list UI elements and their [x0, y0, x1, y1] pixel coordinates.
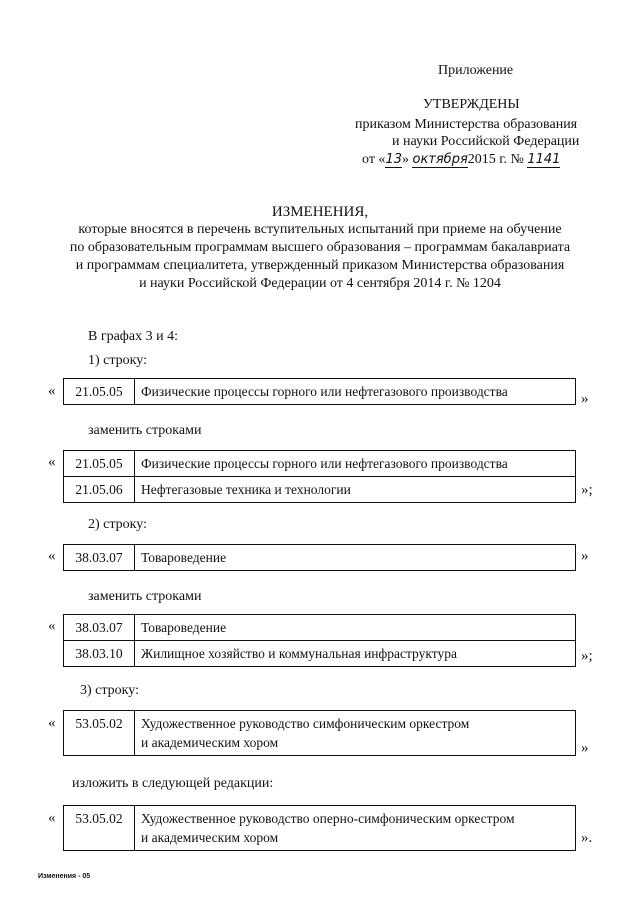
table-3 — [63, 544, 576, 571]
title-line-2: по образовательным программам высшего образования – программам бакалавриата — [69, 240, 571, 255]
table-row — [64, 615, 576, 641]
open-quote: « — [48, 383, 56, 399]
item-1-label: 1) строку: — [88, 353, 147, 368]
title-line-4: и науки Российской Федерации от 4 сентября 2014 г. № 1204 — [139, 276, 501, 291]
row-name — [135, 711, 576, 756]
close-quote-semicolon: »; — [581, 482, 593, 498]
order-line-2: и науки Российской Федерации — [392, 134, 580, 149]
close-quote: » — [581, 548, 589, 564]
date-mid: » — [401, 152, 409, 167]
open-quote: « — [48, 618, 56, 634]
title-line-1: которые вносятся в перечень вступительных испытаний при приеме на обучение — [78, 222, 562, 237]
open-quote: « — [48, 548, 56, 564]
row-name-line-2: и академическим хором — [141, 735, 279, 750]
table-row — [64, 545, 576, 571]
table-4 — [63, 614, 576, 667]
row-name: Физические процессы горного или нефтегазового производства — [135, 451, 576, 477]
table-row — [64, 451, 576, 477]
document-heading: ИЗМЕНЕНИЯ, — [271, 204, 369, 220]
close-quote-period: ». — [581, 830, 593, 846]
row-name-line-2: и академическим хором — [141, 830, 279, 845]
table-5 — [63, 710, 576, 756]
row-code: 21.05.05 — [64, 379, 135, 405]
open-quote: « — [48, 454, 56, 470]
table-6 — [63, 805, 576, 851]
table-2 — [63, 450, 576, 503]
replace-text-2: заменить строками — [88, 589, 202, 604]
order-date-line — [362, 152, 560, 168]
row-code: 21.05.06 — [64, 477, 135, 503]
row-name-line-1: Художественное руководство оперно-симфоническим оркестром — [141, 811, 515, 826]
row-code: 38.03.10 — [64, 641, 135, 667]
row-code: 53.05.02 — [64, 806, 135, 851]
close-quote: » — [581, 391, 589, 407]
replace-text-1: заменить строками — [88, 423, 202, 438]
table-row — [64, 477, 576, 503]
open-quote: « — [48, 810, 56, 826]
row-name: Жилищное хозяйство и коммунальная инфраструктура — [135, 641, 576, 667]
table-row — [64, 641, 576, 667]
approved-label: УТВЕРЖДЕНЫ — [423, 97, 520, 112]
row-name-line-1: Художественное руководство симфоническим оркестром — [141, 716, 470, 731]
close-quote-semicolon: »; — [581, 648, 593, 664]
row-name — [135, 806, 576, 851]
order-number: 1141 — [527, 152, 561, 167]
restate-text: изложить в следующей редакции: — [72, 776, 274, 791]
row-code: 38.03.07 — [64, 615, 135, 641]
title-line-3: и программам специалитета, утвержденный приказом Министерства образования — [75, 258, 565, 273]
intro-text: В графах 3 и 4: — [88, 329, 178, 344]
open-quote: « — [48, 715, 56, 731]
item-2-label: 2) строку: — [88, 517, 147, 532]
row-code: 38.03.07 — [64, 545, 135, 571]
row-code: 21.05.05 — [64, 451, 135, 477]
date-prefix: от « — [362, 152, 386, 167]
row-name: Физические процессы горного или нефтегазового производства — [135, 379, 576, 405]
table-1 — [63, 378, 576, 405]
date-day: 13 — [385, 152, 402, 167]
close-quote: » — [581, 740, 589, 756]
table-row — [64, 711, 576, 756]
appendix-label: Приложение — [438, 63, 514, 78]
footer-label: Изменения - 05 — [38, 873, 91, 880]
table-row — [64, 806, 576, 851]
table-row — [64, 379, 576, 405]
order-line-1: приказом Министерства образования — [355, 117, 578, 132]
date-month: октября — [412, 152, 468, 167]
row-name: Нефтегазовые техника и технологии — [135, 477, 576, 503]
item-3-label: 3) строку: — [80, 683, 139, 698]
row-code: 53.05.02 — [64, 711, 135, 756]
row-name: Товароведение — [135, 615, 576, 641]
row-name: Товароведение — [135, 545, 576, 571]
date-year: 2015 г. № — [467, 152, 524, 167]
